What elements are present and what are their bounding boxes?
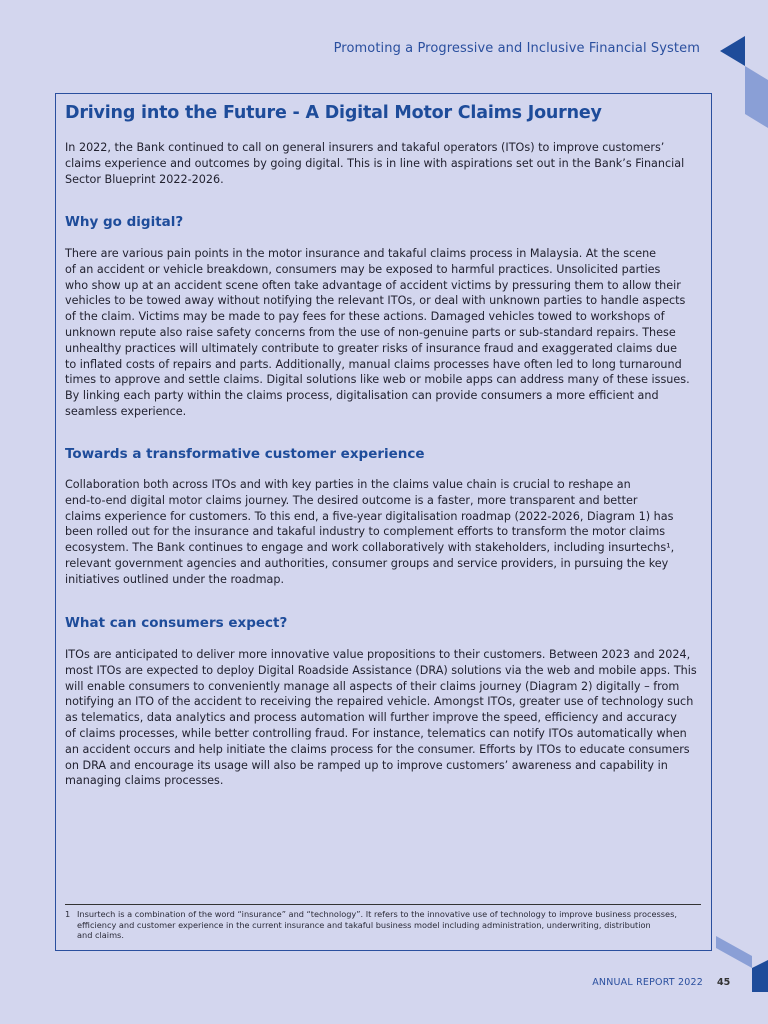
paragraph-line: ITOs are anticipated to deliver more innovative value propositions to their customers. Between 2023 and 2024, — [65, 648, 691, 661]
paragraph-line: most ITOs are expected to deploy Digital Roadside Assistance (DRA) solutions via the web and mobile apps. This — [65, 663, 697, 677]
paragraph-line: ecosystem. The Bank continues to engage and work collaboratively with stakeholders, including insurtechs¹, — [65, 541, 675, 555]
footnote-divider — [65, 904, 701, 905]
paragraph-line: relevant government agencies and authorities, consumer groups and service providers, in pursuing the key — [65, 556, 669, 570]
paragraph-line: By linking each party within the claims process, digitalisation can provide consumers a more efficient and — [65, 389, 659, 403]
paragraph-line: on DRA and encourage its usage will also be ramped up to improve customers’ awareness and capability in — [65, 758, 668, 772]
paragraph-line: will enable consumers to conveniently manage all aspects of their claims journey (Diagram 2) digitally – from — [65, 679, 680, 693]
paragraph-line: end-to-end digital motor claims journey. The desired outcome is a faster, more transparent and better — [65, 493, 638, 507]
paragraph-line: seamless experience. — [65, 404, 187, 418]
paragraph-line: There are various pain points in the motor insurance and takaful claims process in Malaysia. At the scene — [65, 247, 657, 260]
paragraph-line: as telematics, data analytics and process automation will further improve the speed, efficiency and accuracy — [65, 711, 677, 725]
intro-line: In 2022, the Bank continued to call on general insurers and takaful operators (ITOs) to improve customers’ — [65, 141, 665, 154]
intro-line: claims experience and outcomes by going digital. This is in line with aspirations set out in the Bank’s Financial — [65, 156, 685, 170]
section-paragraph-customer-experience — [65, 477, 705, 588]
footnote-line: efficiency and customer experience in the current insurance and takaful business model including administration, underwriting, distribution — [77, 919, 651, 930]
paragraph-line: claims experience for customers. To this end, a five-year digitalisation roadmap (2022-2026, Diagram 1) has — [65, 509, 674, 523]
paragraph-line: an accident occurs and help initiate the claims process for the consumer. Efforts by ITOs to educate consumers — [65, 742, 690, 756]
box-title: Driving into the Future - A Digital Motor Claims Journey — [65, 103, 602, 123]
paragraph-line: unhealthy practices will ultimately contribute to greater risks of insurance fraud and exaggerated claims due — [65, 341, 677, 355]
paragraph-line: to inflated costs of repairs and parts. Additionally, manual claims processes have often led to long turnaround — [65, 357, 682, 371]
paragraph-line: of claims processes, while better controlling fraud. For instance, telematics can notify ITOs automatically when — [65, 726, 687, 740]
paragraph-line: times to approve and settle claims. Digital solutions like web or mobile apps can address many of these issues. — [65, 373, 690, 387]
section-heading-why-digital: Why go digital? — [65, 214, 184, 230]
section-paragraph-why-digital — [65, 246, 705, 420]
intro-paragraph — [65, 140, 705, 187]
paragraph-line: of an accident or vehicle breakdown, consumers may be exposed to harmful practices. Unsolicited parties — [65, 262, 661, 276]
intro-line: Sector Blueprint 2022-2026. — [65, 172, 224, 186]
page-number: 45 — [717, 977, 731, 988]
paragraph-line: notifying an ITO of the accident to receiving the repaired vehicle. Amongst ITOs, greater use of technology such — [65, 695, 694, 709]
paragraph-line: managing claims processes. — [65, 774, 224, 788]
paragraph-line: vehicles to be towed away without notifying the relevant ITOs, or deal with unknown parties to handle aspects — [65, 294, 686, 308]
section-header-title: Promoting a Progressive and Inclusive Financial System — [333, 41, 700, 56]
paragraph-line: unknown repute also raise safety concerns from the use of non-genuine parts or sub-standard repairs. These — [65, 325, 676, 339]
section-heading-customer-experience: Towards a transformative customer experience — [65, 446, 425, 462]
paragraph-line: who show up at an accident scene often take advantage of accident victims by pressuring them to allow their — [65, 278, 681, 292]
footnote-marker: 1 — [65, 909, 71, 919]
footnote-line: Insurtech is a combination of the word “insurance” and “technology”. It refers to the innovative use of technology to improve business processes, — [77, 909, 677, 919]
section-heading-consumers-expect: What can consumers expect? — [65, 615, 288, 631]
footnote-text — [77, 909, 677, 941]
footer-report-label: ANNUAL REPORT 2022 — [592, 977, 703, 988]
section-paragraph-consumers-expect — [65, 647, 705, 789]
footnote-line: and claims. — [77, 930, 124, 940]
paragraph-line: of the claim. Victims may be made to pay fees for these actions. Damaged vehicles towed to workshops of — [65, 310, 665, 324]
paragraph-line: Collaboration both across ITOs and with key parties in the claims value chain is crucial to reshape an — [65, 478, 631, 491]
corner-decoration-top — [718, 36, 768, 128]
paragraph-line: initiatives outlined under the roadmap. — [65, 572, 285, 586]
paragraph-line: been rolled out for the insurance and takaful industry to complement efforts to transform the motor claims — [65, 525, 666, 539]
